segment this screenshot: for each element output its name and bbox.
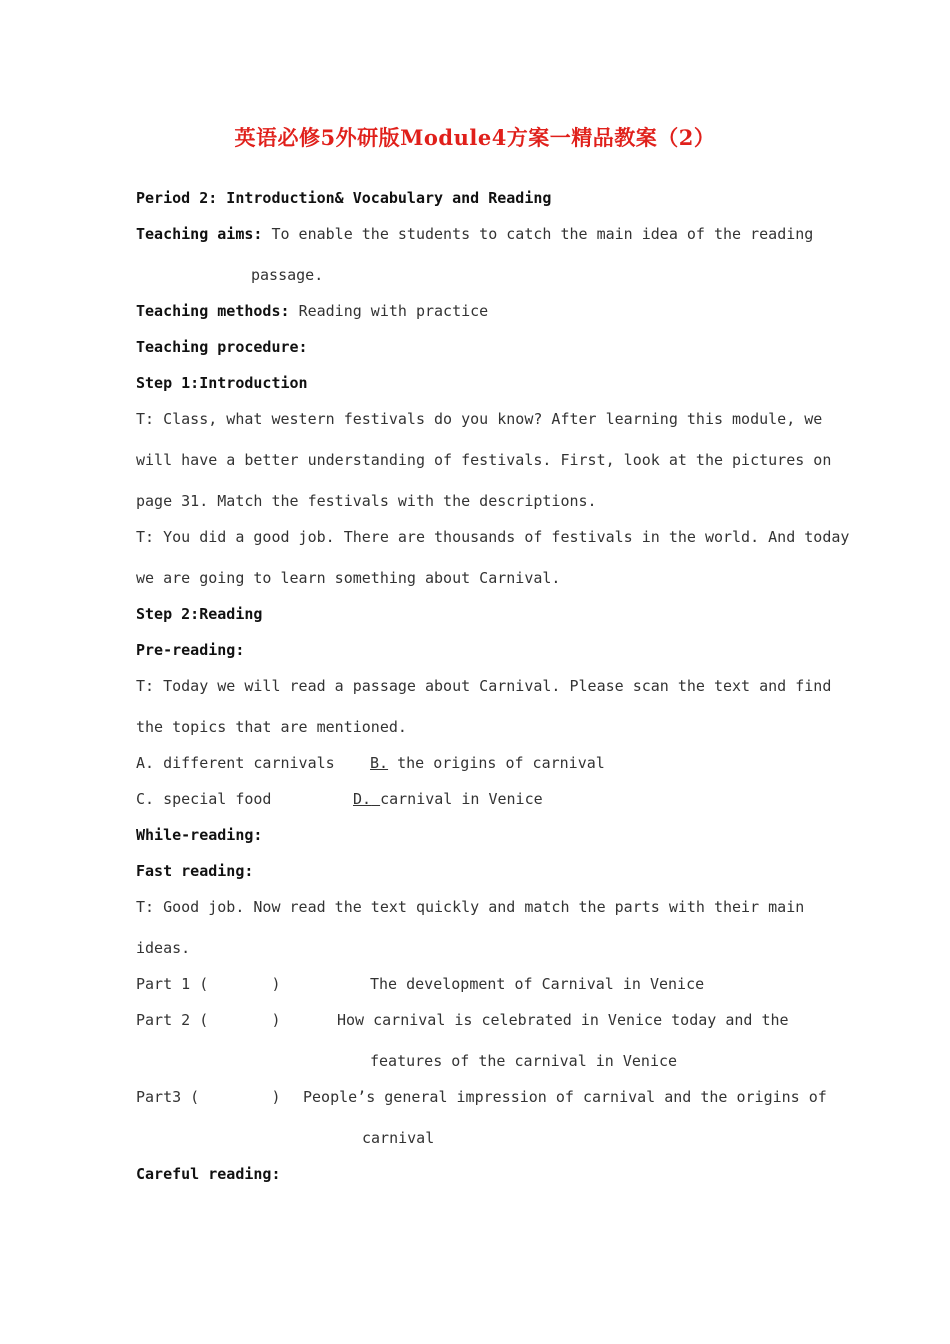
part2-label: Part 2 ( ) xyxy=(136,1011,281,1029)
teaching-procedure-heading: Teaching procedure: xyxy=(136,338,308,356)
period-heading: Period 2: Introduction& Vocabulary and Reading xyxy=(136,189,552,207)
teaching-methods-line xyxy=(136,301,488,321)
teaching-aims-label: Teaching aims: xyxy=(136,225,263,243)
fast-reading-line2: ideas. xyxy=(136,939,191,957)
step1-paragraph2-line2: we are going to learn something about Carnival. xyxy=(136,569,561,587)
pre-reading-line2: the topics that are mentioned. xyxy=(136,718,407,736)
teaching-aims-line xyxy=(136,224,813,244)
option-a: A. different carnivals xyxy=(136,754,335,772)
step1-paragraph2-line1: T: You did a good job. There are thousands of festivals in the world. And today xyxy=(136,528,850,546)
part3-text-line2: carnival xyxy=(362,1129,435,1147)
step1-paragraph1-line3: page 31. Match the festivals with the descriptions. xyxy=(136,492,597,510)
teaching-methods-text: Reading with practice xyxy=(298,302,489,320)
option-b-letter: B. xyxy=(370,754,389,772)
while-reading-heading: While-reading: xyxy=(136,826,263,844)
teaching-aims-text: To enable the students to catch the main idea of the reading xyxy=(271,225,814,243)
step1-heading: Step 1:Introduction xyxy=(136,374,308,392)
teaching-aims-text-cont: passage. xyxy=(251,266,324,284)
pre-reading-line1: T: Today we will read a passage about Carnival. Please scan the text and find xyxy=(136,677,832,695)
part3-text-line1: People’s general impression of carnival and the origins of xyxy=(303,1088,827,1106)
step1-paragraph1-line2: will have a better understanding of festivals. First, look at the pictures on xyxy=(136,451,832,469)
option-b-text: the origins of carnival xyxy=(397,754,605,772)
option-b xyxy=(370,753,605,773)
option-d-text: carnival in Venice xyxy=(380,790,543,808)
part2-text-line1: How carnival is celebrated in Venice today and the xyxy=(337,1011,789,1029)
part3-label: Part3 ( ) xyxy=(136,1088,281,1106)
step2-heading: Step 2:Reading xyxy=(136,605,263,623)
fast-reading-line1: T: Good job. Now read the text quickly and match the parts with their main xyxy=(136,898,805,916)
option-d-letter: D. xyxy=(353,790,372,808)
part1-label: Part 1 ( ) xyxy=(136,975,281,993)
option-d xyxy=(353,789,543,809)
step1-paragraph1-line1: T: Class, what western festivals do you know? After learning this module, we xyxy=(136,410,823,428)
option-c: C. special food xyxy=(136,790,272,808)
careful-reading-heading: Careful reading: xyxy=(136,1165,281,1183)
part2-text-line2: features of the carnival in Venice xyxy=(370,1052,678,1070)
document-title: 英语必修5外研版Module4方案一精品教案（2） xyxy=(234,125,716,150)
pre-reading-heading: Pre-reading: xyxy=(136,641,245,659)
fast-reading-heading: Fast reading: xyxy=(136,862,254,880)
teaching-methods-label: Teaching methods: xyxy=(136,302,290,320)
part1-text: The development of Carnival in Venice xyxy=(370,975,705,993)
